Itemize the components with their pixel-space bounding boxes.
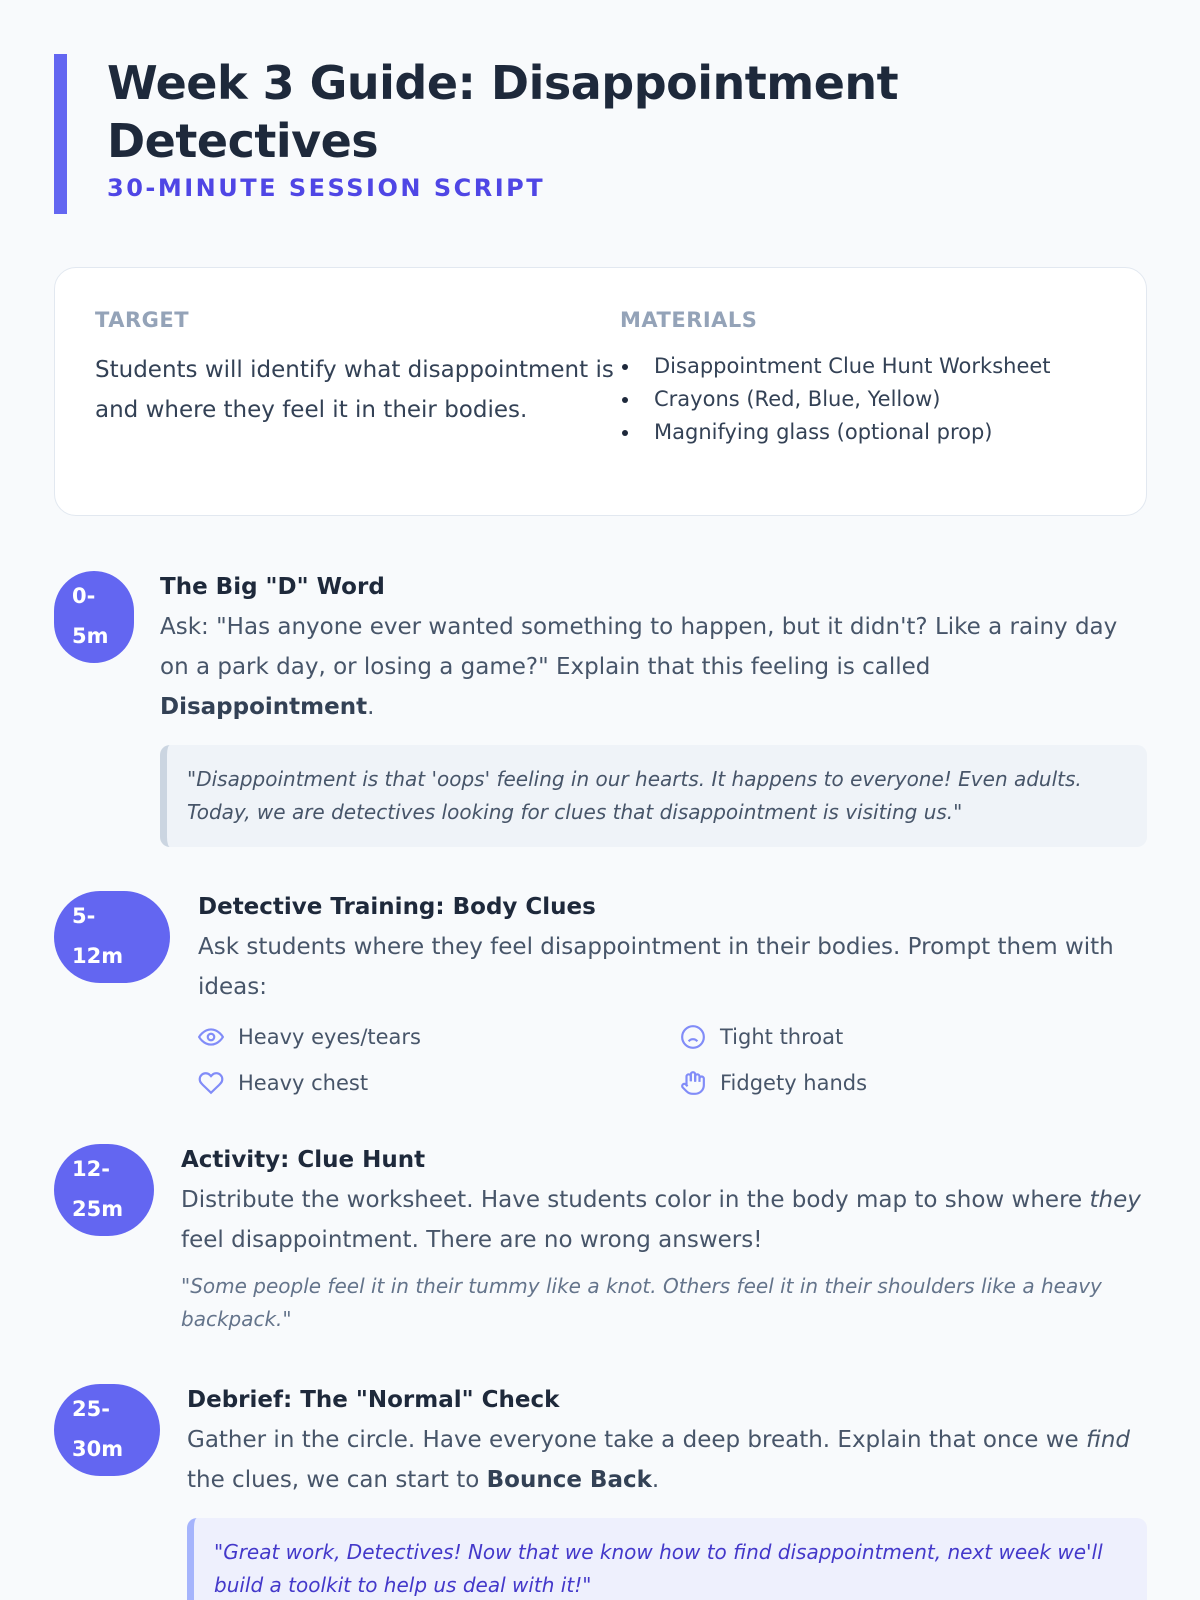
step-body xyxy=(181,1144,1147,1336)
step-text xyxy=(160,607,1147,727)
step-text-bold: Disappointment xyxy=(160,694,368,720)
materials-item: Crayons (Red, Blue, Yellow) xyxy=(620,383,1106,416)
step-text-part: Gather in the circle. Have everyone take a deep breath. Explain that once we xyxy=(187,1427,1086,1453)
step-2 xyxy=(54,891,1147,1121)
step-text-part: feel disappointment. There are no wrong answers! xyxy=(181,1227,763,1253)
eye-icon xyxy=(198,1024,224,1050)
step-body xyxy=(198,891,1147,1099)
script-quote: "Great work, Detectives! Now that we know how to find disappointment, next week we'll build a toolkit to help us deal with it!" xyxy=(187,1518,1147,1600)
time-badge xyxy=(54,1144,154,1236)
clue-item xyxy=(198,1021,680,1053)
time-badge xyxy=(54,571,134,663)
step-text: Ask students where they feel disappointment in their bodies. Prompt them with ideas: xyxy=(198,934,1114,1000)
step-title: The Big "D" Word xyxy=(160,574,385,600)
time-badge xyxy=(54,1384,160,1476)
page-subtitle: 30-MINUTE SESSION SCRIPT xyxy=(107,174,546,202)
step-title: Detective Training: Body Clues xyxy=(198,894,596,920)
frown-face-icon xyxy=(680,1024,706,1050)
time-end: 25m xyxy=(72,1197,124,1221)
step-body xyxy=(187,1384,1147,1600)
clue-label: Fidgety hands xyxy=(720,1071,868,1095)
time-start: 5- xyxy=(72,904,96,928)
materials-label: MATERIALS xyxy=(620,308,758,332)
step-text xyxy=(181,1180,1147,1260)
materials-item: Magnifying glass (optional prop) xyxy=(620,416,1106,449)
step-text-part: . xyxy=(367,694,375,720)
target-text: Students will identify what disappointment is and where they feel it in their bodies. xyxy=(95,357,614,423)
page-header xyxy=(54,54,1154,214)
hand-icon xyxy=(680,1070,706,1096)
time-start: 0- xyxy=(72,584,96,608)
step-title: Activity: Clue Hunt xyxy=(181,1147,426,1173)
step-text-part: the clues, we can start to xyxy=(187,1467,487,1493)
clue-item xyxy=(680,1067,1147,1099)
script-quote: "Disappointment is that 'oops' feeling in our hearts. It happens to everyone! Even adults. Today, we are detectives looking for clues that disappointment is visiting us." xyxy=(160,745,1147,847)
heart-icon xyxy=(198,1070,224,1096)
clue-label: Heavy eyes/tears xyxy=(238,1025,421,1049)
step-text-bold: Bounce Back xyxy=(486,1467,652,1493)
time-start: 25- xyxy=(72,1397,110,1421)
step-text xyxy=(187,1420,1147,1500)
step-body xyxy=(160,571,1147,847)
time-end: 5m xyxy=(72,624,109,648)
time-badge xyxy=(54,891,170,983)
clue-label: Heavy chest xyxy=(238,1071,369,1095)
materials-item: Disappointment Clue Hunt Worksheet xyxy=(620,350,1106,383)
step-text-part: . xyxy=(651,1467,660,1493)
time-end: 30m xyxy=(72,1437,124,1461)
step-4 xyxy=(54,1384,1147,1600)
script-quote: "Some people feel it in their tummy like a knot. Others feel it in their shoulders like a heavy backpack." xyxy=(181,1274,1102,1331)
step-text-part: Ask: "Has anyone ever wanted something to happen, but it didn't? Like a rainy day on a park day, or losing a game?" Explain that this feeling is called xyxy=(160,614,1118,680)
clue-item xyxy=(198,1067,680,1099)
time-start: 12- xyxy=(72,1157,110,1181)
step-text-italic: find xyxy=(1085,1427,1131,1453)
time-end: 12m xyxy=(72,944,124,968)
clue-label: Tight throat xyxy=(720,1025,844,1049)
target-section xyxy=(95,308,620,475)
materials-section xyxy=(620,308,1106,475)
body-clues-list xyxy=(198,1021,1147,1099)
clue-item xyxy=(680,1021,1147,1053)
target-label: TARGET xyxy=(95,308,190,332)
step-text-italic: they xyxy=(1089,1187,1141,1213)
materials-list xyxy=(620,350,1106,449)
page-title: Week 3 Guide: Disappointment Detectives xyxy=(107,56,899,168)
step-1 xyxy=(54,571,1147,861)
step-3 xyxy=(54,1144,1147,1344)
overview-card xyxy=(54,267,1147,516)
step-text-part: Distribute the worksheet. Have students color in the body map to show where xyxy=(181,1187,1090,1213)
step-title: Debrief: The "Normal" Check xyxy=(187,1387,560,1413)
